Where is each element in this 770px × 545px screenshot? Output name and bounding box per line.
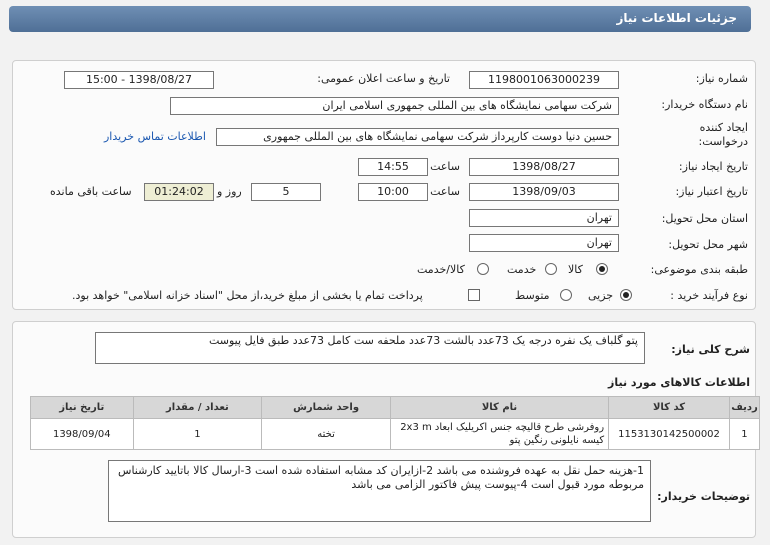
page-title-bar [9,6,751,32]
category-radio-both-label: کالا/خدمت [417,263,465,276]
days-field: 5 [251,183,321,201]
goods-section-title: اطلاعات کالاهای مورد نیاز [608,376,750,389]
days-label: روز و [217,185,242,198]
create-time-label: ساعت [430,160,460,173]
process-radio-medium-label: متوسط [515,289,550,302]
category-radio-goods-label: کالا [568,263,583,276]
province-field: تهران [469,209,619,227]
description-field: پتو گلباف یک نفره درجه یک 73عدد بالشت 73عدد ملحفه ست کامل 73عدد طبق فایل پیوست [95,332,645,364]
treasury-checkbox[interactable] [468,289,480,301]
creator-label-1: ایجاد کننده [699,121,748,134]
category-radio-goods[interactable] [596,263,608,275]
goods-table [30,396,760,450]
category-radio-service[interactable] [545,263,557,275]
create-date-field: 1398/08/27 [469,158,619,176]
page-title: جزئیات اطلاعات نیاز [616,11,737,25]
announce-field: 1398/08/27 - 15:00 [64,71,214,89]
process-label: نوع فرآیند خرید : [670,289,748,302]
create-date-label: تاریخ ایجاد نیاز: [678,160,748,173]
need-number-label: شماره نیاز: [695,72,748,85]
buyer-notes-field: 1-هزینه حمل نقل به عهده فروشنده می باشد 2-ازایران کد مشابه استفاده شده است 3-ارسال کالا باتایید کارشناس مربوطه مورد قبول است 4-پیوست پیش فاکتور الزامی می باشد [108,460,651,522]
goods-table-header [31,397,760,419]
remaining-label: ساعت باقی مانده [50,185,132,198]
row-qty: 1 [133,419,262,450]
row-unit: تخته [262,419,391,450]
category-label: طبقه بندی موضوعی: [650,263,748,276]
valid-time-field: 10:00 [358,183,428,201]
create-time-field: 14:55 [358,158,428,176]
creator-field: حسین دنیا دوست کارپرداز شرکت سهامی نمایشگاه های بین المللی جمهوری [216,128,619,146]
need-number-field: 1198001063000239 [469,71,619,89]
buyer-field: شرکت سهامی نمایشگاه های بین المللی جمهوری اسلامی ایران [170,97,619,115]
city-label: شهر محل تحویل: [668,238,748,251]
city-field: تهران [469,234,619,252]
col-qty: تعداد / مقدار [133,397,262,419]
row-code: 1153130142500002 [609,419,730,450]
row-date: 1398/09/04 [31,419,134,450]
process-radio-minor[interactable] [620,289,632,301]
process-radio-medium[interactable] [560,289,572,301]
col-unit: واحد شمارش [262,397,391,419]
row-name: روفرشی طرح قالیچه جنس اکریلیک ابعاد 2x3 m کیسه نایلونی رنگین پتو [390,419,608,450]
contact-buyer-link[interactable]: اطلاعات تماس خریدار [104,130,206,143]
process-radio-minor-label: جزیی [588,289,614,302]
table-row [31,419,760,450]
category-radio-service-label: خدمت [507,263,537,276]
valid-date-label: تاریخ اعتبار نیاز: [675,185,748,198]
col-code: کد کالا [609,397,730,419]
buyer-notes-label: توضیحات خریدار: [657,490,750,503]
remaining-time-field: 01:24:02 [144,183,214,201]
payment-note: پرداخت تمام یا بخشی از مبلغ خرید،از محل "اسناد خزانه اسلامی" خواهد بود. [72,289,423,302]
valid-date-field: 1398/09/03 [469,183,619,201]
valid-time-label: ساعت [430,185,460,198]
province-label: استان محل تحویل: [661,212,748,225]
creator-label-2: درخواست: [698,135,748,148]
col-index: ردیف [729,397,759,419]
announce-label: تاریخ و ساعت اعلان عمومی: [317,72,450,85]
buyer-label: نام دستگاه خریدار: [661,98,748,111]
col-name: نام کالا [390,397,608,419]
row-index: 1 [729,419,759,450]
description-label: شرح کلی نیاز: [671,343,750,356]
category-radio-both[interactable] [477,263,489,275]
col-date: تاریخ نیاز [31,397,134,419]
